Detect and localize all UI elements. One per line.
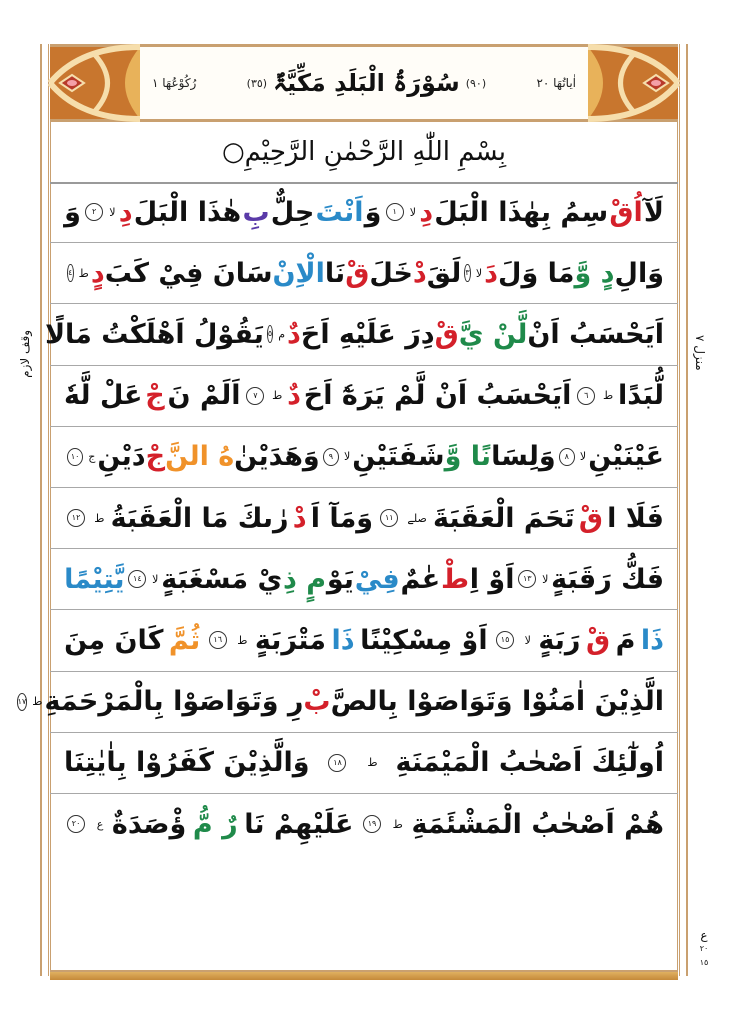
waqf-sign: لا (579, 450, 587, 464)
waqf-sign: ط (367, 756, 378, 770)
verse-segment: فَلَا ا (607, 502, 664, 534)
surah-title-group (241, 69, 492, 97)
ruku-count-label: رُکُوْعُھَا ١ (152, 76, 197, 90)
surah-title: سُوْرَۃُ الْبَلَدِ مَکِّیَّۃٌ (273, 69, 460, 97)
bismillah: بِسْمِ اللّٰهِ الرَّحْمٰنِ الرَّحِيْمِ○ (50, 122, 678, 184)
ornament-icon (588, 47, 678, 119)
ayah-number-marker: ٤ (67, 264, 74, 282)
ayah-number-marker: ١٠ (67, 448, 83, 466)
waqf-sign: لا (152, 572, 159, 586)
ruku-number: ٢٠ (699, 944, 709, 953)
verse-segment: دِ (118, 196, 133, 228)
verse-segment: وَهَدَيْنٰ (234, 441, 320, 473)
verse-segment: قْ (585, 624, 611, 656)
verse-segment: فِيْ (354, 563, 400, 595)
ayah-number-marker: ٢ (85, 203, 103, 221)
verse-segment: لَّنْ يَّ (458, 318, 528, 350)
verse-segment: دٍ (90, 257, 105, 289)
ruku-sign: ع (700, 928, 708, 942)
verse-segment: دِرَ عَلَيْهِ اَحَ (300, 318, 435, 350)
verse-line (50, 610, 678, 671)
waqf-sign: لا (109, 205, 116, 219)
ayah-number-marker: ٥ (267, 325, 273, 343)
verse-segment: وَلِسَا (491, 441, 556, 473)
verse-segment: اُقْ (609, 196, 643, 228)
verse-segment: هُ النَّ (165, 441, 235, 473)
verse-segment: يَوْ (326, 563, 354, 595)
verse-segment: وَالَّذِيْنَ كَفَرُوْا بِاٰيٰتِنَا (64, 747, 310, 779)
verse-segment: اَيَحْسَبُ اَنْ (527, 318, 664, 350)
verse-segment: تَحَمَ الْعَقَبَةَ (433, 502, 575, 534)
ornament-icon (50, 47, 140, 119)
verse-line (17, 672, 678, 733)
verse-segment: بِ (242, 196, 270, 228)
verse-segment: الَّذِيْنَ اٰمَنُوْا وَتَوَاصَوْا بِالصَّ (330, 686, 664, 718)
verse-line (50, 794, 678, 855)
verse-segment: هٰذَا الْبَلَ (133, 196, 242, 228)
verse-segment: دٌ (287, 318, 301, 350)
verse-segment: خَلَ (369, 257, 413, 289)
ayah-number-marker: ١٣ (518, 570, 536, 588)
waqf-sign: ط (78, 266, 89, 280)
verse-segment: ثُمَّ (168, 624, 201, 656)
verse-segment: رَبَةٍ (538, 624, 581, 656)
verse-segment: رِ وَتَوَاصَوْا بِالْمَرْحَمَةِ (44, 686, 304, 718)
verse-segment: وَمَآ اَ (310, 502, 374, 534)
waqf-sign: لا (475, 266, 483, 280)
verse-segment: حِلٌّ (270, 196, 315, 228)
verse-segment: ؤْصَدَةٌ (111, 808, 187, 840)
verse-segment: دٍ وَّ (574, 257, 615, 289)
verse-segment: لُّبَدًا (617, 380, 664, 412)
ayah-number-marker: ١ (386, 203, 404, 221)
waqf-sign: ط (392, 817, 403, 831)
verse-segment: دَ (484, 257, 499, 289)
verse-segment: نَا (324, 257, 346, 289)
footer-ornament-band (50, 970, 678, 980)
verse-segment: شَفَتَيْنِ (352, 441, 445, 473)
verse-segment: قْ (434, 318, 459, 350)
verse-segment: يْ مَسْغَبَةٍ (161, 563, 283, 595)
waqf-sign: ط (603, 389, 614, 403)
ayah-number-marker: ١٤ (128, 570, 146, 588)
verse-line (50, 182, 678, 243)
ruku-count: ١٥ (699, 958, 709, 967)
verse-segment: مٍ ذِ (283, 563, 327, 595)
verse-segment: اَلَمْ نَ (167, 380, 241, 412)
verse-segment: لَقَ (426, 257, 462, 289)
verse-segment: سِمُ بِهٰذَا الْبَلَ (434, 196, 609, 228)
ayah-number-marker: ١٦ (209, 631, 227, 649)
verse-segment: دٌ (287, 380, 301, 412)
outer-frame-rule-left (40, 44, 42, 976)
verse-segment: بْ (303, 686, 331, 718)
verse-segment: سَانَ فِيْ كَبَ (104, 257, 273, 289)
revelation-order: (٣٥) (246, 76, 268, 90)
ayah-number-marker: ١٩ (363, 815, 381, 833)
verse-segment: دِ (419, 196, 434, 228)
waqf-sign: ج (88, 450, 96, 464)
header-text-row (140, 47, 588, 119)
verse-segment: اَنْتَ (315, 196, 364, 228)
verse-line (50, 733, 678, 794)
verse-segment: فَكُّ رَقَبَةٍ (551, 563, 664, 595)
waqf-sign: صلے (407, 511, 427, 525)
surah-header (50, 44, 678, 122)
ayah-number-marker: ١٢ (67, 509, 85, 527)
waqf-sign: لا (344, 450, 351, 464)
verse-segment: عَلَيْهِمْ نَا (244, 808, 354, 840)
waqf-sign: ع (96, 817, 104, 831)
verse-segment: اَوْ اِ (469, 563, 515, 595)
waqf-sign: لا (409, 205, 417, 219)
verse-segment: ذَا (640, 624, 664, 656)
outer-frame-rule-right (686, 44, 688, 976)
waqf-sign: ط (32, 695, 43, 709)
verse-segment: قْ (345, 257, 370, 289)
ayah-number-marker: ٩ (323, 448, 339, 466)
verse-segment: الْاِنْ (272, 257, 325, 289)
verse-segment: يَقُوْلُ اَهْلَكْتُ مَالًا (44, 318, 264, 350)
verse-line (44, 304, 678, 365)
verse-line (50, 488, 678, 549)
ruku-marker (694, 928, 714, 970)
verse-line (50, 366, 678, 427)
verse-line (50, 427, 678, 488)
waqf-sign: لا (524, 633, 531, 647)
ayah-number-marker: ٣ (464, 264, 471, 282)
waqf-sign: ط (94, 511, 105, 525)
verse-segment: وَ (64, 196, 81, 228)
surah-number: (٩٠) (465, 76, 487, 90)
verse-segment: طْ (440, 563, 469, 595)
verse-segment: رٰىكَ مَا الْعَقَبَةُ (110, 502, 289, 534)
verse-segment: وَالِ (614, 257, 664, 289)
verse-segment: لَآ (643, 196, 664, 228)
verse-segment: وَ (364, 196, 382, 228)
ayah-number-marker: ١٥ (496, 631, 514, 649)
margin-note-waqf-lazim: وقف لازم (18, 330, 32, 378)
verse-segment: نًا وَّ (444, 441, 492, 473)
verse-segment: ذَا (331, 624, 355, 656)
verse-segment: جْ (145, 441, 166, 473)
waqf-sign: لا (542, 572, 549, 586)
margin-note-manzil: منزل ٧ (693, 335, 707, 371)
verse-segment: اَوْ مِسْكِيْنًا (360, 624, 488, 656)
verse-segment: كَانَ مِنَ (64, 624, 164, 656)
verse-segment: دَيْنِ (97, 441, 146, 473)
ayah-number-marker: ١١ (380, 509, 398, 527)
verse-segment: مَتْرَبَةٍ (254, 624, 326, 656)
verse-segment: عَيْنَيْنِ (588, 441, 664, 473)
verse-segment: يَّتِيْمًا (64, 563, 125, 595)
verse-segment: اَيَحْسَبُ اَنْ لَّمْ يَرَهٗٓ اَحَ (303, 380, 572, 412)
verse-segment: قْ (578, 502, 603, 534)
ayah-number-marker: ٦ (577, 387, 595, 405)
verse-segment: مَا وَلَ (498, 257, 575, 289)
ayah-number-marker: ١٧ (17, 693, 28, 711)
waqf-sign: م (278, 327, 286, 341)
ayah-number-marker: ٧ (246, 387, 264, 405)
verse-segment: مَ (615, 624, 636, 656)
ayah-number-marker: ٨ (559, 448, 575, 466)
verse-line (50, 549, 678, 610)
ayah-number-marker: ١٨ (328, 754, 346, 772)
verse-segment: دْ (412, 257, 427, 289)
verse-segment: هُمْ اَصْحٰبُ الْمَشْئَمَةِ (411, 808, 664, 840)
verse-segment: دْ (292, 502, 307, 534)
verse-segment: عَلْ لَّهٗ (64, 380, 143, 412)
waqf-sign: ط (272, 389, 283, 403)
verse-segment: اُولٰٓئِكَ اَصْحٰبُ الْمَيْمَنَةِ (395, 747, 664, 779)
ayat-count-label: اٰیاتُھَا ٢٠ (536, 76, 576, 90)
verse-segment: عٰمٌ (400, 563, 441, 595)
ayah-number-marker: ٢٠ (67, 815, 85, 833)
verse-segment: رٌ مُّ (192, 808, 238, 840)
verse-line (50, 243, 678, 304)
waqf-sign: ط (237, 633, 248, 647)
verse-segment: جْ (145, 380, 165, 412)
